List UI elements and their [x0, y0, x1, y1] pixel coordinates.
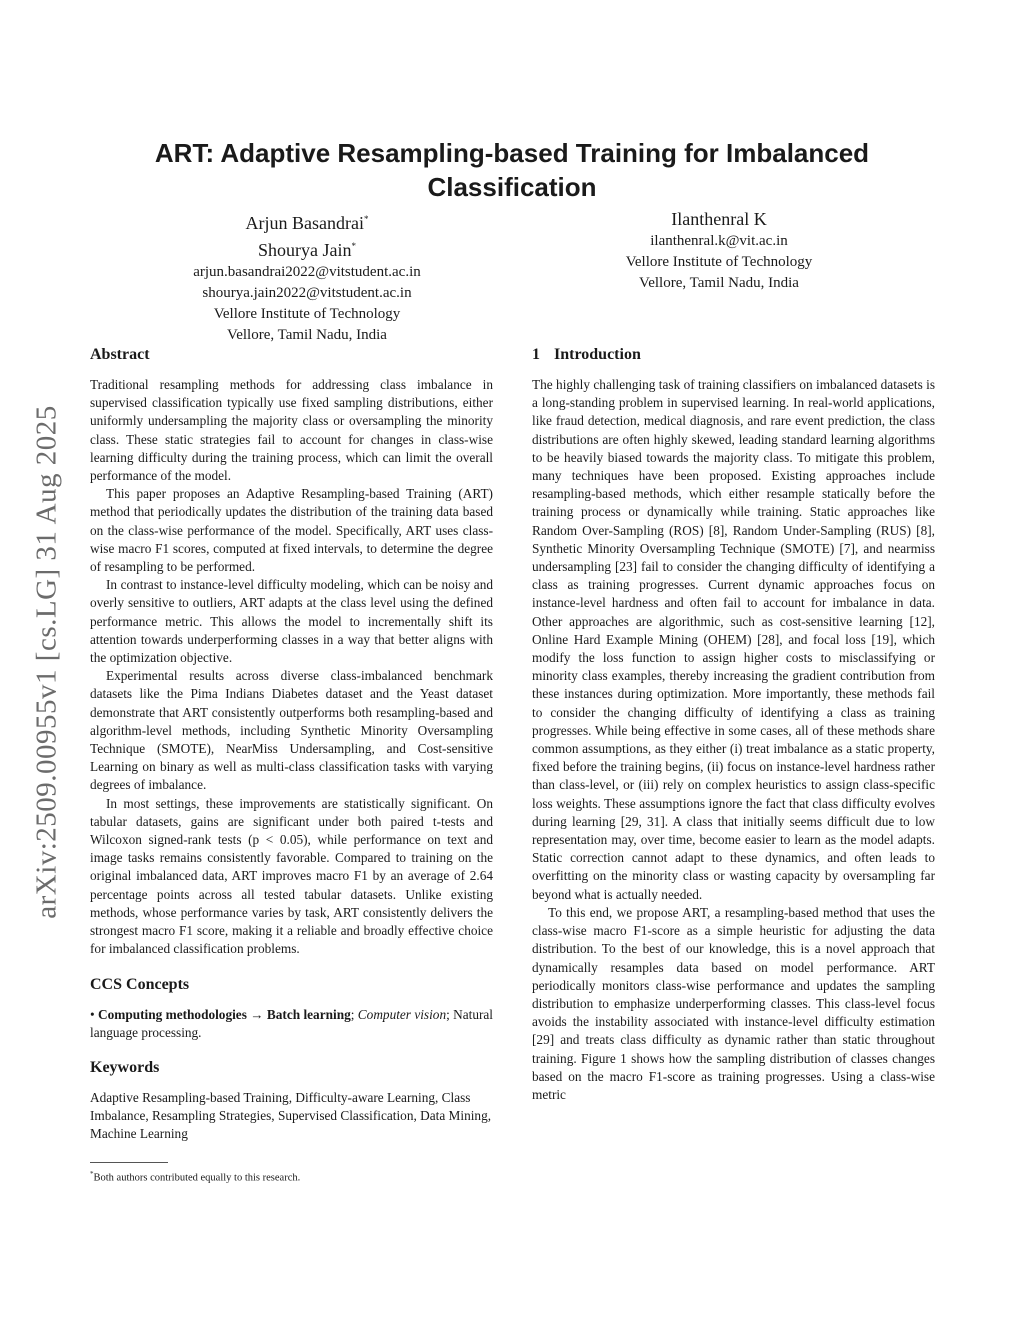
footnote-rule: [90, 1162, 168, 1163]
introduction-paragraph: To this end, we propose ART, a resampling-based method that uses the class-wise macro F1-score as a simple heuristic for adjusting the data distribution. To the best of our knowledge, this is a novel approach that dynamically resamples data based on model performance. ART periodically monitors class-wise performance and updates the sampling distribution to emphasize underperforming classes. This class-level focus avoids the instability associated with instance-level difficulty estimation [29] and treats class difficulty as dynamic rather than static throughout training. Figure 1 shows how the sampling distribution of classes changes based on the macro F1-score as training progresses. Using a class-wise metric: [532, 904, 935, 1102]
equal-contribution-mark: *: [351, 241, 356, 251]
left-column: [90, 344, 493, 1185]
introduction-heading: 1 Introduction: [532, 346, 641, 363]
author-email[interactable]: arjun.basandrai2022@vitstudent.ac.in: [193, 264, 421, 280]
introduction-paragraph: The highly challenging task of training classifiers on imbalanced datasets is a long-standing problem in supervised learning. In real-world applications, like fraud detection, medical diagnosis, and rare event prediction, the class distributions are often highly skewed, leading standard learning algorithms to be heavily biased towards the majority class. To mitigate this problem, many techniques have been proposed. Existing approaches include resampling-based methods, which either resample statically before the training process or dynamically while training. Static approaches like Random Over-Sampling (ROS) [8], Random Under-Sampling (RUS) [8], Synthetic Minority Oversampling Technique (SMOTE) [7], and nearmiss undersampling [23] fail to consider the changing difficulty of identifying a class as training progresses. Current dynamic approaches focus on instance-level hardness and often fail to account for imbalance in data. Other approaches are algorithmic, such as cost-sensitive learning [12], Online Hard Example Mining (OHEM) [28], and focal loss [19], which modify the loss function to assign higher costs to misclassifying or minority class examples, thereby increasing the gradient contribution from these instances during optimization. More importantly, these methods fail to consider the changing difficulty of identifying a class as training progresses. While being effective in some cases, all of these methods share common assumptions, as they either (i) treat imbalance as a static property, fixed before the training begins, (ii) focus on instance-level hardness rather than class-level, or (iii) rely on complex heuristics to assign class-specific loss weights. These assumptions ignore the fact that class difficulty evolves during learning [29, 31]. A class that initially seems difficult due to low representation may, over time, become easier to learn as the model adapts. Static correction cannot adapt to these dynamics, and often leads to overfitting on the minority class or wasting capacity by oversampling far beyond what is actually needed.: [532, 377, 935, 902]
author-block-left: [137, 208, 477, 346]
author-name: Shourya Jain: [258, 240, 352, 260]
arxiv-identifier: arXiv:2509.00955v1 [cs.LG] 31 Aug 2025: [30, 405, 63, 919]
author-name: Ilanthenral K: [671, 209, 767, 229]
right-column: [532, 344, 935, 1104]
footnote: *Both authors contributed equally to this research.: [90, 1169, 301, 1184]
section-number: 1: [532, 346, 540, 363]
abstract-paragraph: Traditional resampling methods for addressing class imbalance in supervised classification typically use fixed sampling distributions, either uniformly undersampling the majority class or oversampling the minority class. These static strategies fail to account for changes in class-wise learning difficulty during the training process, which can limit the overall performance of the model.: [90, 377, 493, 484]
abstract-paragraph: In contrast to instance-level difficulty modeling, which can be noisy and overly sensitive to outliers, ART adapts at the class level using the defined performance metric. This allows the model to incrementally shift its attention towards underperforming classes in a way that better aligns with the optimization objective.: [90, 577, 493, 666]
abstract-paragraph: Experimental results across diverse class-imbalanced benchmark datasets like the Pima Indians Diabetes dataset and the Yeast dataset demonstrate that ART consistently outperforms both resampling-based and algorithm-level methods, including Synthetic Minority Oversampling Technique (SMOTE), NearMiss Undersampling, and Cost-sensitive Learning on binary as well as multi-class classification tasks with varying degrees of imbalance.: [90, 668, 493, 793]
author-location: Vellore, Tamil Nadu, India: [639, 275, 799, 291]
equal-contribution-mark: *: [363, 214, 369, 224]
keywords-text: Adaptive Resampling-based Training, Difficulty-aware Learning, Class Imbalance, Resampling Strategies, Supervised Classification, Data Mining, Machine Learning: [90, 1089, 492, 1142]
author-email[interactable]: shourya.jain2022@vitstudent.ac.in: [202, 285, 412, 301]
author-institution: Vellore Institute of Technology: [213, 306, 401, 322]
abstract-paragraph: In most settings, these improvements are statistically significant. On tabular datasets, gains are significant under both paired t-tests and Wilcoxon signed-rank tests (p < 0.05), while performance on text and image tasks remains consistently favorable. Compared to training on the original imbalanced data, ART improves macro F1 by an average of 2.64 percentage points across all tested tabular datasets. Unlike existing methods, whose performance varies by task, ART consistently delivers the strongest macro F1 score, making it a reliable and broadly effective choice for imbalanced classification problems.: [90, 795, 493, 957]
abstract-paragraph: This paper proposes an Adaptive Resampling-based Training (ART) method that periodically updates the distribution of the training data based on the class-wise performance of the model. Specifically, ART uses class-wise macro F1 scores, computed at fixed intervals, to determine the degree of resampling to be performed.: [90, 486, 493, 575]
ccs-concepts: • Computing methodologies → Batch learning; Computer vision; Natural language processing.: [90, 1006, 493, 1040]
author-location: Vellore, Tamil Nadu, India: [227, 327, 387, 343]
author-name: Arjun Basandrai: [245, 213, 364, 233]
author-email[interactable]: ilanthenral.k@vit.ac.in: [650, 233, 788, 249]
ccs-heading: CCS Concepts: [90, 975, 190, 993]
abstract-heading: Abstract: [90, 346, 150, 363]
keywords-heading: Keywords: [90, 1058, 160, 1076]
author-block-right: [558, 208, 880, 294]
author-institution: Vellore Institute of Technology: [625, 254, 813, 270]
paper-title: ART: Adaptive Resampling-based Training for Imbalanced Classification: [154, 138, 870, 202]
